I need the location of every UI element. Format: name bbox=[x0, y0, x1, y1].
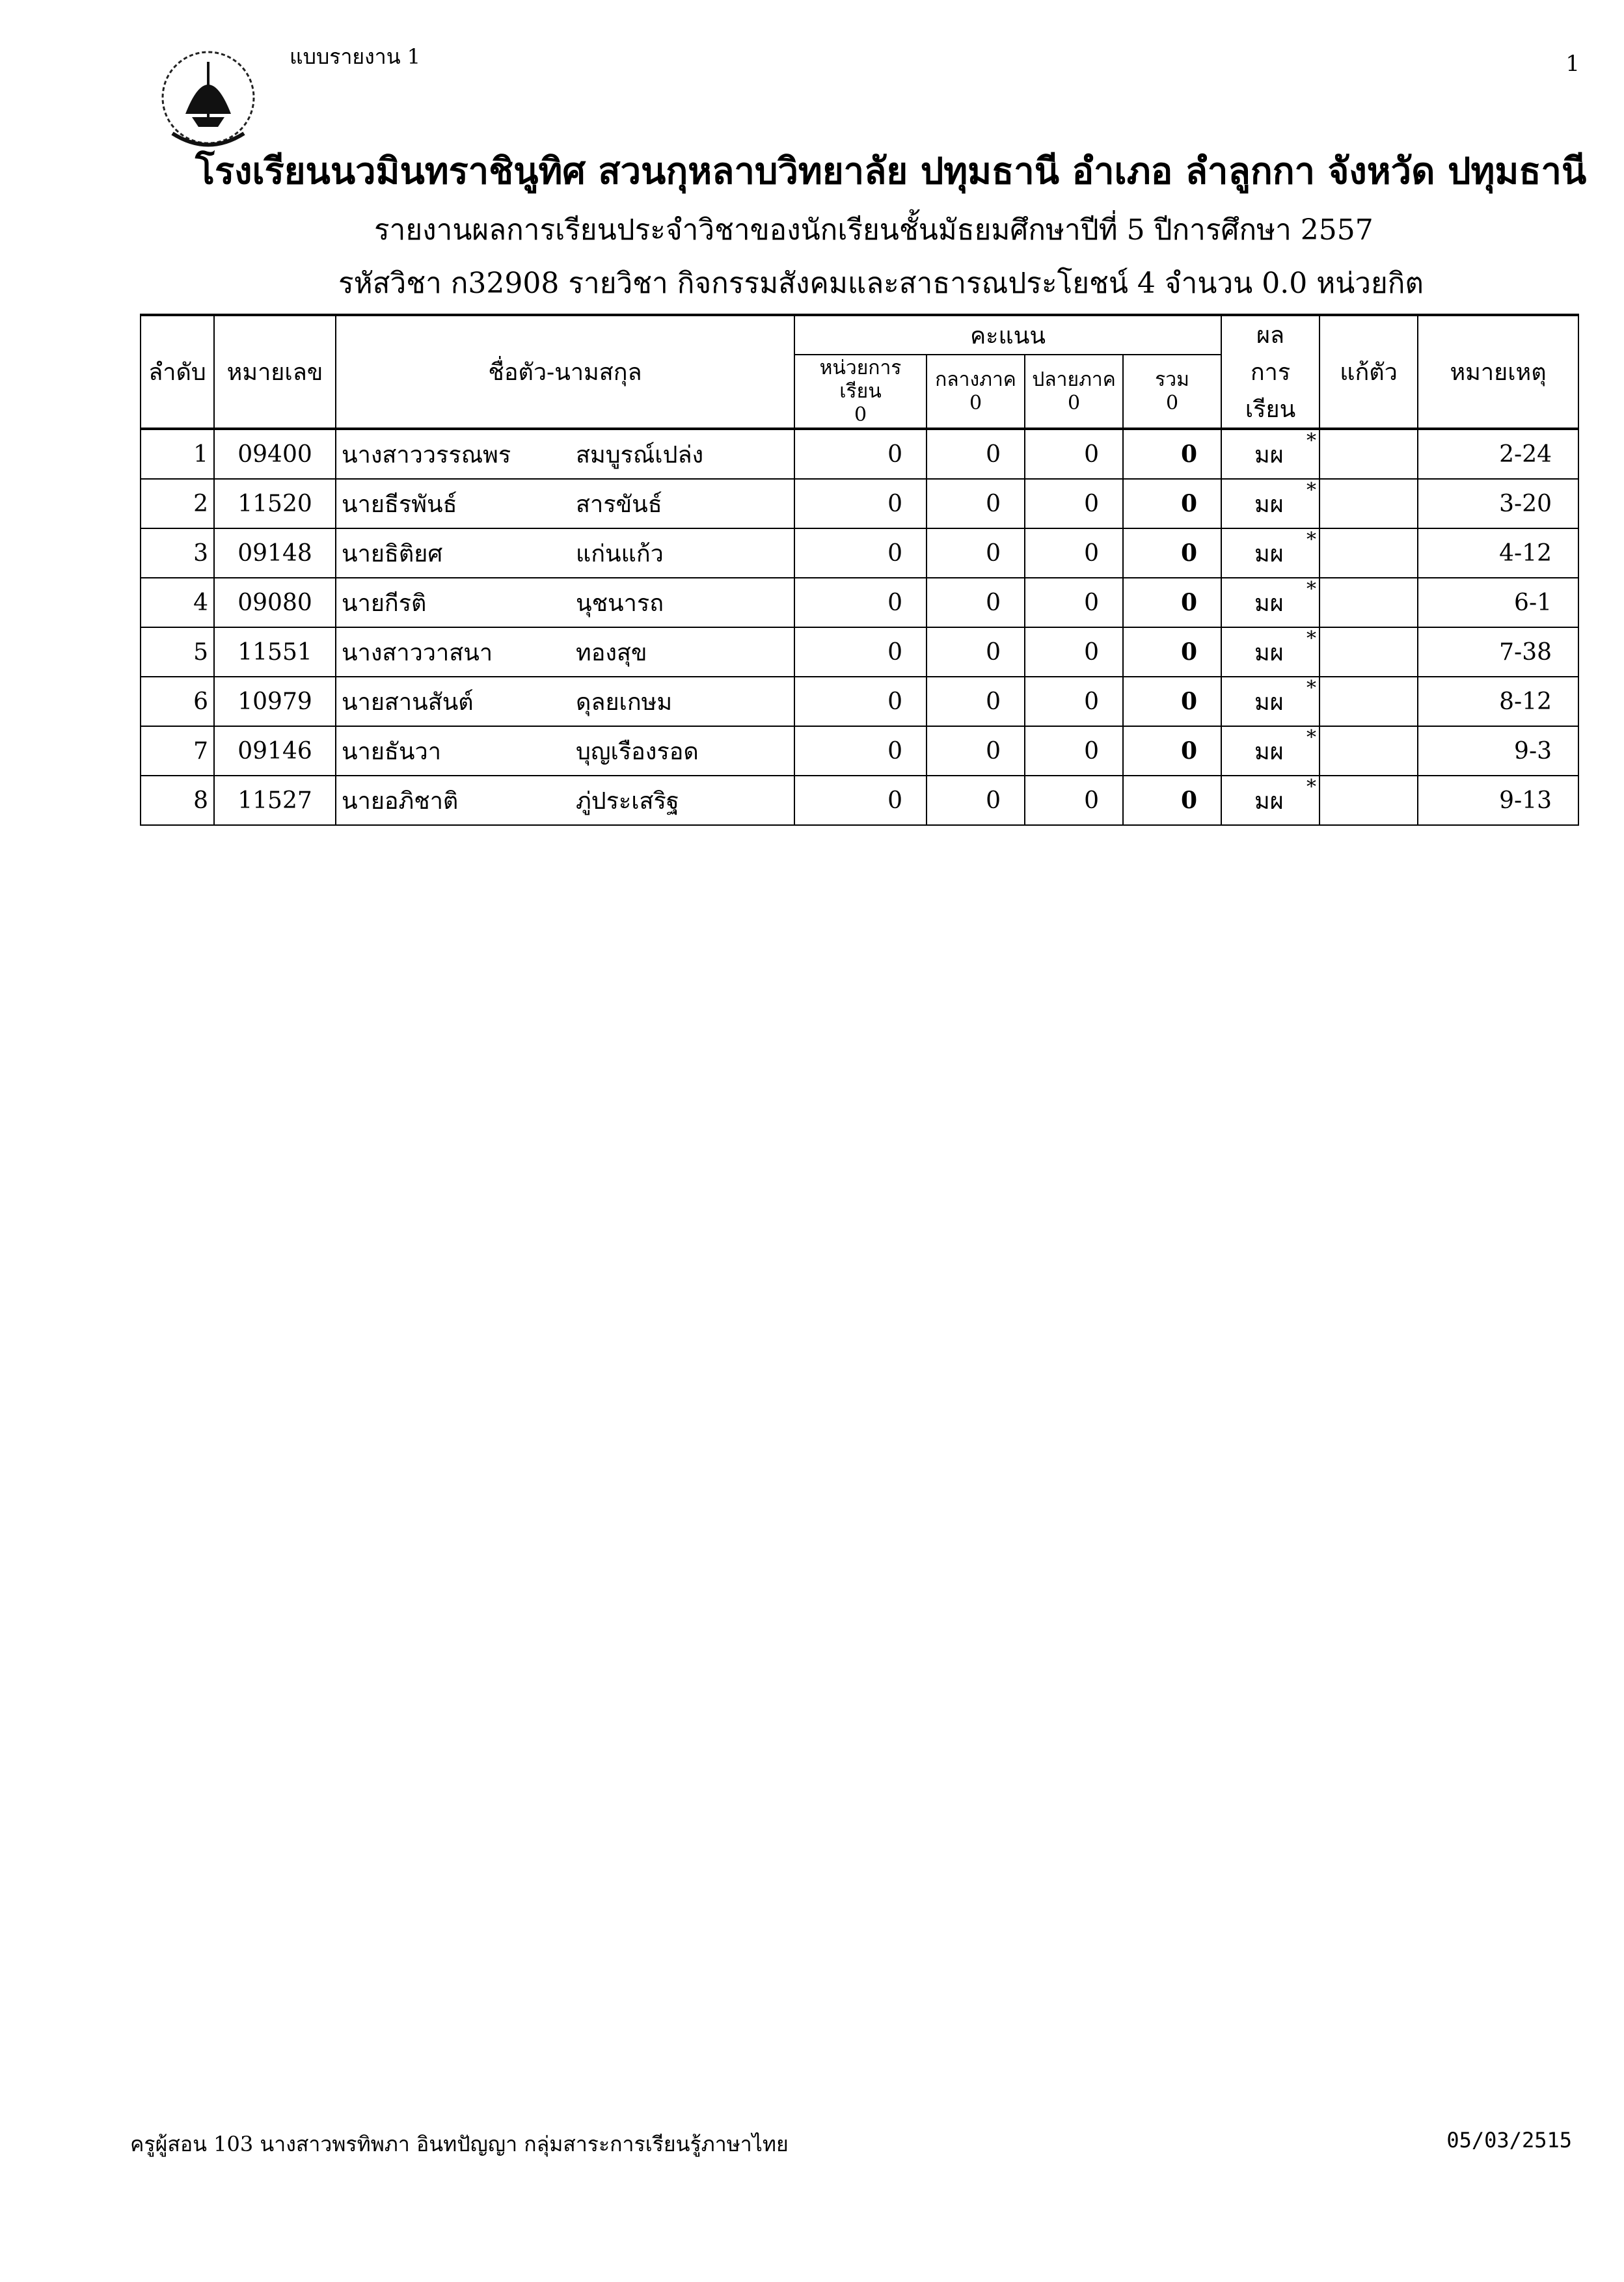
cell-total-score: 0 bbox=[1123, 479, 1221, 528]
cell-name bbox=[336, 429, 794, 479]
header-unit-max: 0 bbox=[854, 403, 867, 426]
teacher-line: ครูผู้สอน 103 นางสาวพรทิพภา อินทปัญญา กลุ่มสาระการเรียนรู้ภาษาไทย bbox=[130, 2132, 789, 2156]
cell-midterm-score: 0 bbox=[927, 429, 1025, 479]
cell-unit-score: 0 bbox=[794, 627, 927, 677]
cell-result bbox=[1221, 528, 1320, 578]
cell-remark: 9-3 bbox=[1418, 726, 1578, 776]
print-date: 05/03/2515 bbox=[1446, 2128, 1572, 2153]
cell-final-score: 0 bbox=[1025, 578, 1123, 627]
cell-unit-score: 0 bbox=[794, 578, 927, 627]
cell-final-score: 0 bbox=[1025, 677, 1123, 726]
cell-last-name: ภู่ประเสริฐ bbox=[576, 787, 679, 815]
cell-correction bbox=[1320, 528, 1418, 578]
cell-remark: 3-20 bbox=[1418, 479, 1578, 528]
cell-correction bbox=[1320, 627, 1418, 677]
cell-midterm-score: 0 bbox=[927, 578, 1025, 627]
header-name: ชื่อตัว-นามสกุล bbox=[336, 315, 794, 429]
table-row bbox=[141, 479, 1578, 528]
cell-no: 2 bbox=[141, 479, 214, 528]
header-remark: หมายเหตุ bbox=[1418, 315, 1578, 429]
cell-no: 4 bbox=[141, 578, 214, 627]
cell-midterm-score: 0 bbox=[927, 627, 1025, 677]
cell-result-text: มผ bbox=[1254, 639, 1284, 666]
cell-remark: 7-38 bbox=[1418, 627, 1578, 677]
school-emblem-icon bbox=[146, 36, 270, 159]
header-id: หมายเลข bbox=[214, 315, 336, 429]
header-unit bbox=[794, 355, 927, 429]
cell-name bbox=[336, 677, 794, 726]
cell-unit-score: 0 bbox=[794, 776, 927, 825]
cell-last-name: ทองสุข bbox=[576, 639, 647, 666]
cell-no: 6 bbox=[141, 677, 214, 726]
cell-unit-score: 0 bbox=[794, 429, 927, 479]
cell-correction bbox=[1320, 479, 1418, 528]
cell-last-name: ดุลยเกษม bbox=[576, 688, 673, 716]
cell-result-text: มผ bbox=[1254, 441, 1284, 469]
cell-student-id: 09400 bbox=[214, 429, 336, 479]
cell-student-id: 09146 bbox=[214, 726, 336, 776]
cell-midterm-score: 0 bbox=[927, 528, 1025, 578]
grades-table bbox=[140, 314, 1579, 826]
cell-first-name: นายสานสันต์ bbox=[342, 688, 474, 716]
result-flag-star: * bbox=[1306, 578, 1317, 601]
cell-result bbox=[1221, 627, 1320, 677]
cell-final-score: 0 bbox=[1025, 776, 1123, 825]
header-result-line2: การเรียน bbox=[1245, 359, 1296, 423]
header-final-max: 0 bbox=[1067, 391, 1081, 414]
table-row bbox=[141, 726, 1578, 776]
table-row bbox=[141, 627, 1578, 677]
cell-midterm-score: 0 bbox=[927, 677, 1025, 726]
cell-total-score: 0 bbox=[1123, 578, 1221, 627]
cell-remark: 2-24 bbox=[1418, 429, 1578, 479]
cell-unit-score: 0 bbox=[794, 479, 927, 528]
cell-result bbox=[1221, 479, 1320, 528]
header-result bbox=[1221, 315, 1320, 429]
table-body bbox=[141, 429, 1578, 825]
school-title: โรงเรียนนวมินทราชินูทิศ สวนกุหลาบวิทยาลัย ปทุมธานี อำเภอ ลำลูกกา จังหวัด ปทุมธานี bbox=[195, 150, 1587, 193]
cell-name bbox=[336, 479, 794, 528]
report-title: รายงานผลการเรียนประจำวิชาของนักเรียนชั้นมัธยมศึกษาปีที่ 5 ปีการศึกษา 2557 bbox=[374, 213, 1374, 247]
table-row bbox=[141, 677, 1578, 726]
header-unit-label: หน่วยการเรียน bbox=[819, 356, 902, 403]
cell-final-score: 0 bbox=[1025, 479, 1123, 528]
cell-no: 1 bbox=[141, 429, 214, 479]
result-flag-star: * bbox=[1306, 677, 1317, 700]
header-result-line1: ผล bbox=[1256, 322, 1285, 349]
table-row bbox=[141, 578, 1578, 627]
cell-total-score: 0 bbox=[1123, 429, 1221, 479]
cell-name bbox=[336, 726, 794, 776]
cell-final-score: 0 bbox=[1025, 528, 1123, 578]
result-flag-star: * bbox=[1306, 479, 1317, 502]
cell-remark: 4-12 bbox=[1418, 528, 1578, 578]
cell-result-text: มผ bbox=[1254, 738, 1284, 765]
cell-no: 5 bbox=[141, 627, 214, 677]
cell-correction bbox=[1320, 578, 1418, 627]
cell-unit-score: 0 bbox=[794, 528, 927, 578]
cell-last-name: สารขันธ์ bbox=[576, 491, 662, 518]
header-score-group: คะแนน bbox=[794, 315, 1221, 355]
table-header bbox=[141, 315, 1578, 429]
cell-final-score: 0 bbox=[1025, 429, 1123, 479]
header-final-label: ปลายภาค bbox=[1032, 368, 1116, 391]
cell-first-name: นายกีรติ bbox=[342, 590, 427, 617]
cell-student-id: 10979 bbox=[214, 677, 336, 726]
cell-correction bbox=[1320, 677, 1418, 726]
cell-result bbox=[1221, 677, 1320, 726]
subject-line: รหัสวิชา ก32908 รายวิชา กิจกรรมสังคมและสาธารณประโยชน์ 4 จำนวน 0.0 หน่วยกิต bbox=[338, 267, 1424, 300]
cell-student-id: 11520 bbox=[214, 479, 336, 528]
header-correction: แก้ตัว bbox=[1320, 315, 1418, 429]
cell-result bbox=[1221, 578, 1320, 627]
result-flag-star: * bbox=[1306, 429, 1317, 452]
school-logo bbox=[146, 36, 270, 159]
cell-first-name: นายอภิชาติ bbox=[342, 787, 459, 815]
cell-no: 7 bbox=[141, 726, 214, 776]
cell-student-id: 11551 bbox=[214, 627, 336, 677]
cell-unit-score: 0 bbox=[794, 726, 927, 776]
header-total-label: รวม bbox=[1155, 368, 1189, 391]
header-midterm-max: 0 bbox=[969, 391, 982, 414]
cell-remark: 6-1 bbox=[1418, 578, 1578, 627]
cell-first-name: นายธันวา bbox=[342, 738, 441, 765]
cell-midterm-score: 0 bbox=[927, 479, 1025, 528]
cell-result-text: มผ bbox=[1254, 590, 1284, 617]
cell-total-score: 0 bbox=[1123, 726, 1221, 776]
page-number: 1 bbox=[1565, 51, 1580, 77]
cell-last-name: สมบูรณ์เปล่ง bbox=[576, 441, 704, 469]
header-midterm bbox=[927, 355, 1025, 429]
cell-result-text: มผ bbox=[1254, 787, 1284, 815]
cell-final-score: 0 bbox=[1025, 627, 1123, 677]
cell-total-score: 0 bbox=[1123, 677, 1221, 726]
table-row bbox=[141, 429, 1578, 479]
cell-total-score: 0 bbox=[1123, 776, 1221, 825]
cell-first-name: นายธีรพันธ์ bbox=[342, 491, 457, 518]
cell-result-text: มผ bbox=[1254, 491, 1284, 518]
cell-first-name: นางสาววาสนา bbox=[342, 639, 493, 666]
cell-student-id: 09148 bbox=[214, 528, 336, 578]
result-flag-star: * bbox=[1306, 726, 1317, 749]
cell-remark: 8-12 bbox=[1418, 677, 1578, 726]
cell-name bbox=[336, 627, 794, 677]
cell-total-score: 0 bbox=[1123, 627, 1221, 677]
cell-result bbox=[1221, 429, 1320, 479]
cell-name bbox=[336, 578, 794, 627]
cell-result bbox=[1221, 776, 1320, 825]
cell-correction bbox=[1320, 726, 1418, 776]
result-flag-star: * bbox=[1306, 776, 1317, 798]
table-row bbox=[141, 528, 1578, 578]
cell-student-id: 11527 bbox=[214, 776, 336, 825]
cell-first-name: นางสาววรรณพร bbox=[342, 441, 511, 469]
cell-name bbox=[336, 776, 794, 825]
cell-midterm-score: 0 bbox=[927, 726, 1025, 776]
cell-result bbox=[1221, 726, 1320, 776]
cell-result-text: มผ bbox=[1254, 688, 1284, 716]
cell-no: 3 bbox=[141, 528, 214, 578]
header-total bbox=[1123, 355, 1221, 429]
cell-last-name: แก่นแก้ว bbox=[576, 540, 664, 567]
table-row bbox=[141, 776, 1578, 825]
cell-final-score: 0 bbox=[1025, 726, 1123, 776]
cell-first-name: นายธิติยศ bbox=[342, 540, 443, 567]
cell-last-name: นุชนารถ bbox=[576, 590, 664, 617]
cell-result-text: มผ bbox=[1254, 540, 1284, 567]
cell-remark: 9-13 bbox=[1418, 776, 1578, 825]
cell-last-name: บุญเรืองรอด bbox=[576, 738, 699, 765]
cell-student-id: 09080 bbox=[214, 578, 336, 627]
cell-no: 8 bbox=[141, 776, 214, 825]
header-final bbox=[1025, 355, 1123, 429]
header-total-max: 0 bbox=[1165, 391, 1179, 414]
cell-correction bbox=[1320, 429, 1418, 479]
header-midterm-label: กลางภาค bbox=[935, 368, 1016, 391]
result-flag-star: * bbox=[1306, 627, 1317, 650]
cell-unit-score: 0 bbox=[794, 677, 927, 726]
form-label: แบบรายงาน 1 bbox=[290, 44, 421, 69]
cell-total-score: 0 bbox=[1123, 528, 1221, 578]
result-flag-star: * bbox=[1306, 528, 1317, 551]
cell-correction bbox=[1320, 776, 1418, 825]
header-no: ลำดับ bbox=[141, 315, 214, 429]
cell-name bbox=[336, 528, 794, 578]
cell-midterm-score: 0 bbox=[927, 776, 1025, 825]
